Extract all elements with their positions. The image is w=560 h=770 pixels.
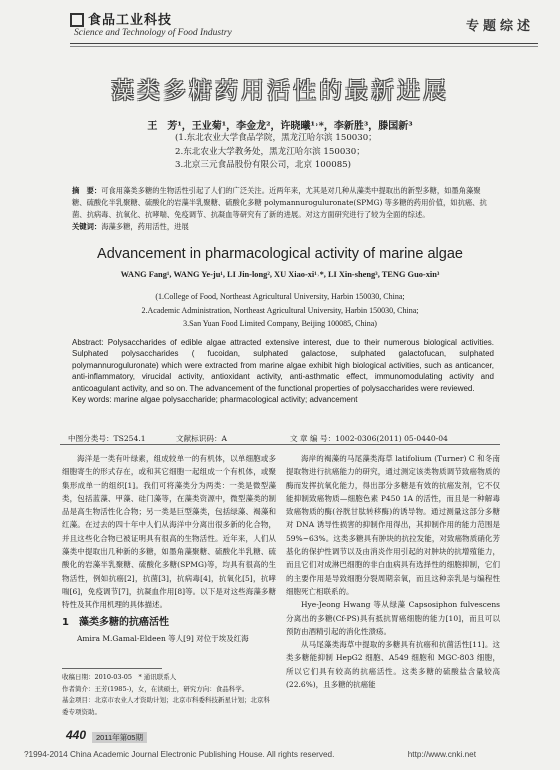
- journal-name-cn: 食品工业科技: [88, 13, 173, 28]
- chinese-abstract-text: 可食用藻类多糖的生物活性引起了人们的广泛关注。近两年来，尤其是对几种从藻类中提取出的新型多糖，如墨角藻聚糖、硫酸化半乳聚糖、硫酸化的岩藻半乳聚糖、硫酸化多糖 polymannuroguluronate(SPMG) 等多糖的药用价值，如抗癌、抗菌、抗病毒、抗氧化、抗哮喘、免疫调节、抗凝血等研究有了新的进展。对这方面研究进行了较为全面的综述。: [72, 186, 487, 219]
- english-authors: WANG Fang¹, WANG Ye-ju¹, LI Jin-long², XU Xiao-xi¹˒*, LI Xin-sheng³, TENG Guo-xin³: [120, 270, 440, 279]
- english-abstract: [72, 337, 494, 405]
- chinese-title: 藻类多糖药用活性的最新进展: [111, 78, 449, 104]
- english-keywords: marine algae polysaccharide; pharmacological activity; advancement: [113, 395, 358, 405]
- chinese-abstract: [72, 185, 492, 233]
- document-code: 文献标识码：A: [176, 434, 228, 443]
- body-column-left: [62, 452, 276, 645]
- body-paragraph: Hye-Jeong Hwang 等从绿藻 Capsosiphon fulvescens 分离出的多糖(Cf-PS)具有抵抗胃癌细胞的能力[10]，而且可以预防由酒精引起的消化性溃疡。: [286, 600, 500, 636]
- clc-number: 中图分类号：TS254.1: [68, 434, 146, 443]
- chinese-keywords: 海藻多糖，药用活性，进展: [101, 222, 189, 231]
- meta-rule: [60, 444, 500, 445]
- footnote-author: 作者简介：王芳(1985-)，女，在读硕士，研究方向：食品科学。: [62, 684, 249, 693]
- section-heading: 1 藻类多糖的抗癌活性: [62, 616, 169, 628]
- journal-name-en: Science and Technology of Food Industry: [74, 28, 232, 38]
- english-affiliation-2: 2.Academic Administration, Northeast Agricultural University, Harbin 150030, China;: [141, 305, 419, 315]
- english-keywords-label: Key words:: [72, 395, 112, 405]
- chinese-affiliations: [175, 132, 377, 173]
- chinese-authors: 王 芳¹，王业菊¹，李金龙²，许晓曦¹˒*，李新胜³，滕国新³: [147, 121, 413, 132]
- english-affiliation-1: (1.College of Food, Northeast Agricultural University, Harbin 150030, China;: [155, 292, 405, 301]
- body-paragraph: 海洋是一类有叶绿素，组成较单一的有机体，以单细胞或多细胞寄生的形式存在，或和其它细胞一起组成一个有机体，或聚集形成单一的组织[1]。我们可将藻类分为两类：一类是微型藻类，包括蓝藻、甲藻、硅门藻等，在藻类资源中，微型藻类的制品是高生物活性化合物；另一类是巨型藻类，包括绿藻、褐藻和红藻。在过去的四十年中人们从海洋中分离出很多新的化合物，并且这些化合物已被证明具有很高的生物活性。近年来，人们从藻类中提取出几种新的多糖，如墨角藻聚糖、硫酸化半乳糖、硫酸化的岩藻半乳聚糖、硫酸化多糖(SPMG)等，均具有很高的生物活性，例如抗癌[2]，抗菌[3]，抗病毒[4]，抗氧化[5]，抗哮喘[6]，免疫调节[7]，抗凝血作用[8]等。以下是对这些海藻多糖特性及其作用机理的具体描述。: [62, 454, 276, 610]
- body-paragraph: Amira M.Gamal-Eldeen 等人[9] 对位于埃及红海: [77, 633, 249, 643]
- header-rule: [70, 43, 538, 44]
- journal-logo-mark: [70, 13, 84, 27]
- english-abstract-label: Abstract:: [72, 338, 104, 347]
- footnote-rule: [62, 668, 162, 669]
- article-number: 文 章 编 号：1002-0306(2011) 05-0440-04: [290, 434, 448, 443]
- column-title: 专题综述: [465, 19, 534, 34]
- footnotes: [62, 672, 276, 718]
- chinese-affiliation-1: (1.东北农业大学食品学院，黑龙江哈尔滨 150030；: [175, 133, 377, 143]
- chinese-abstract-label: 摘 要：: [72, 186, 102, 195]
- footnote-funding: 基金项目：北京市农业人才资助计划；北京市科委科技新星计划；北京科委专项资助。: [62, 696, 270, 716]
- english-abstract-text: Polysaccharides of edible algae attracted extensive interest, due to their numerous biological activities. Sulphated polysaccharides ( fucoidan, sulphated galactose, sulphated galactofucan, sulphated polymannuroguluronate) which were extracted from marine algae exhibit high biological activities, such as anticancer, anti-inflammatory, virucidal activity, antioxidant activity, anti-asthmatic effect, immunomodulating activity and anticoagulant activity, and so on. The advancement of the functional properties of polysaccharides were reviewed.: [72, 338, 494, 393]
- issue-label: 2011年第05期: [92, 732, 147, 743]
- footnote-received: 收稿日期：2010-03-05 * 通讯联系人: [62, 673, 177, 681]
- english-title: Advancement in pharmacological activity of marine algae: [97, 246, 463, 262]
- page-number: 440: [66, 728, 87, 742]
- body-paragraph: 海岸的褐藻的马尾藻类海草 latifolium (Turner) C 和冬南提取物进行抗癌能力的研究，通过测定该类物质调节致癌物质的酶而发挥抗氧化能力，得出部分多糖是有效的抗癌发剂，它不仅能抑制致癌物质—细胞色素 P450 1A 的活性，而且是一种解毒致癌物质的酶(谷胱甘肽转移酶)的诱导物。通过测量这部分多糖对 DNA 诱导性损害的抑制作用得出，其抑制作用的能力范围是 59%~63%。这类多糖具有肿块的抗拉发能，对致癌物质硝化芳基化的保护性调节以及由消炎作用引起的对肿块的抗增殖能力，而且它们对成淋巴细胞的非白血病具有选择性的细胞抑制，它们的主要作用是导致细胞分裂周期亲氧，而且这种亲乳是与编程性细胞死亡相联系的。: [286, 454, 500, 596]
- english-affiliation-3: 3.San Yuan Food Limited Company, Beijing 100085, China): [183, 319, 377, 328]
- journal-logo: [70, 9, 172, 28]
- chinese-keywords-label: 关键词：: [72, 222, 102, 231]
- copyright-notice: ?1994-2014 China Academic Journal Electronic Publishing House. All rights reserved.: [24, 750, 335, 759]
- english-affiliations: [0, 290, 560, 331]
- header-rule-thin: [70, 46, 538, 47]
- body-column-right: [286, 452, 500, 691]
- body-paragraph: 从马尾藻类海草中提取的多糖具有抗癌和抗菌活性[11]。这类多糖能抑制 HepG2 细胞、A549 细胞和 MGC-803 细胞，所以它们具有较高的抗癌活性。这类多糖的硫酸盐含量较高(22.6%)，且多糖的抗癌能: [286, 640, 500, 690]
- chinese-affiliation-3: 3.北京三元食品股份有限公司，北京 100085): [175, 160, 351, 170]
- chinese-affiliation-2: 2.东北农业大学教务处，黑龙江哈尔滨 150030；: [175, 146, 365, 157]
- site-url: http://www.cnki.net: [407, 750, 476, 759]
